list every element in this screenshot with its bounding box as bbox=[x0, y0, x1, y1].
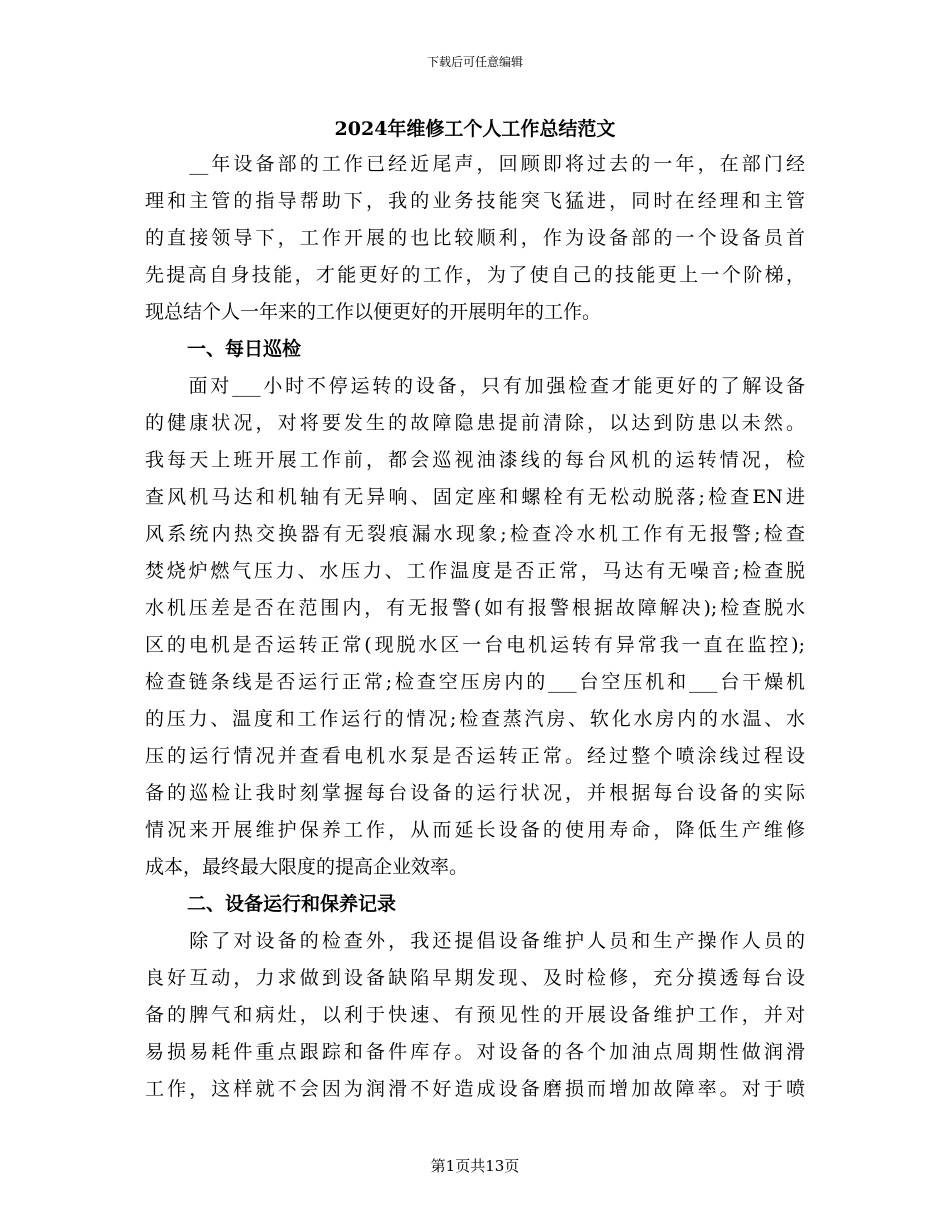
body-line: 的健康状况，对将要发生的故障隐患提前清除，以达到防患以未然。 bbox=[145, 412, 805, 434]
document-title: 2024年维修工个人工作总结范文 bbox=[334, 118, 616, 140]
body-line: 备的脾气和病灶，以利于快速、有预见性的开展设备维护工作，并对 bbox=[145, 1004, 805, 1026]
page-footer: 第1页共13页 bbox=[430, 1157, 520, 1175]
body-line: 易损易耗件重点跟踪和备件库存。对设备的各个加油点周期性做润滑 bbox=[145, 1041, 805, 1063]
body-line: 的压力、温度和工作运行的情况;检查蒸汽房、软化水房内的水温、水 bbox=[145, 708, 805, 730]
body-line: 的直接领导下，工作开展的也比较顺利，作为设备部的一个设备员首 bbox=[145, 227, 805, 249]
body-line: 水机压差是否在范围内，有无报警(如有报警根据故障解决);检查脱水 bbox=[145, 597, 805, 619]
body-line: 焚烧炉燃气压力、水压力、工作温度是否正常，马达有无噪音;检查脱 bbox=[145, 560, 805, 582]
page-header-note: 下载后可任意编辑 bbox=[426, 55, 523, 69]
body-line: 情况来开展维护保养工作，从而延长设备的使用寿命，降低生产维修 bbox=[145, 819, 805, 841]
body-line: 查风机马达和机轴有无异响、固定座和螺栓有无松动脱落;检查EN进 bbox=[145, 486, 805, 508]
body-line: 压的运行情况并查看电机水泵是否运转正常。经过整个喷涂线过程设 bbox=[145, 745, 805, 767]
body-line: 区的电机是否运转正常(现脱水区一台电机运转有异常我一直在监控); bbox=[145, 634, 805, 656]
body-line: 良好互动，力求做到设备缺陷早期发现、及时检修，充分摸透每台设 bbox=[145, 967, 805, 989]
body-line: 现总结个人一年来的工作以便更好的开展明年的工作。 bbox=[145, 301, 602, 323]
body-line: 备的巡检让我时刻掌握每台设备的运行状况，并根据每台设备的实际 bbox=[145, 782, 805, 804]
body-line: __年设备部的工作已经近尾声，回顾即将过去的一年，在部门经 bbox=[145, 153, 805, 175]
section-heading: 二、设备运行和保养记录 bbox=[187, 893, 397, 915]
body-line: 风系统内热交换器有无裂痕漏水现象;检查冷水机工作有无报警;检查 bbox=[145, 523, 805, 545]
body-line: 理和主管的指导帮助下，我的业务技能突飞猛进，同时在经理和主管 bbox=[145, 190, 805, 212]
body-line: 工作，这样就不会因为润滑不好造成设备磨损而增加故障率。对于喷 bbox=[145, 1078, 805, 1100]
body-line: 我每天上班开展工作前，都会巡视油漆线的每台风机的运转情况，检 bbox=[145, 449, 805, 471]
section-heading: 一、每日巡检 bbox=[187, 338, 302, 360]
body-line: 先提高自身技能，才能更好的工作，为了使自己的技能更上一个阶梯， bbox=[145, 264, 805, 286]
body-line: 检查链条线是否运行正常;检查空压房内的___台空压机和___台干燥机 bbox=[145, 671, 805, 693]
body-line: 除了对设备的检查外，我还提倡设备维护人员和生产操作人员的 bbox=[145, 930, 805, 952]
body-line: 成本，最终最大限度的提高企业效率。 bbox=[145, 856, 469, 878]
body-line: 面对___小时不停运转的设备，只有加强检查才能更好的了解设备 bbox=[145, 375, 805, 397]
